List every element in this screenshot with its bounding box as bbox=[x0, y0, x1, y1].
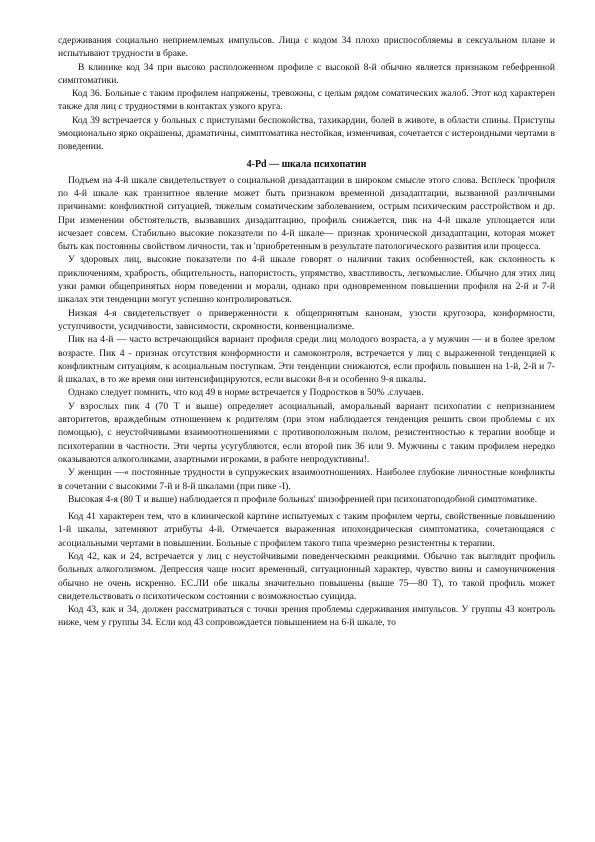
section-heading: 4-Pd — шкала психопатии bbox=[246, 158, 367, 170]
paragraph: Однако следует помнить, что код 49 в норме встречается у Подростков в 50% .случаев. bbox=[68, 387, 424, 399]
document-page bbox=[58, 34, 555, 630]
paragraph: Код 41 характерен тем, что в клинической картине испытуемых с таким профилем черты, свойственные повышению 1-й шкалы, затемняют атрибуты 4-й. Отмечается выраженная ипохондрическая симптоматика, сочетающаяся с асоциальными чертами в повышении. Больные с профилем такого типа чрезмерно резистентны к терапии. bbox=[58, 511, 555, 549]
paragraph: Высокая 4-я (80 Т и выше) наблюдается п профиле больных' шизофренией при психопатоподобной симптоматике. bbox=[68, 493, 538, 505]
paragraph: Код 42, как и 24, встречается у лиц с неустойчивыми поведенческимн реакциями. Обычно так выглядит профиль больных алкоголизмом. Депрессия чаще носит временный, ситуационный характер, чувство вины и самоуничижения обычно не очень искренно. ЕС.ЛИ обе шкалы значительно повышены (выше 75—80 Т), то такой профиль может свидетельствовать о психотическом состоянии с возможностью суицида. bbox=[58, 550, 555, 602]
paragraph: У женщин —« постоянные трудности в супружеских взаимоотношениях. Наиболее глубокие личностные конфликты в сочетании с высокими 7-й и 8-й шкалами (при пике -I). bbox=[58, 467, 555, 492]
paragraph: Код 39 встречается у больных с приступами беспокойства, тахикардии, болей в животе, в области спины. Приступы эмоционально ярко окрашены, драматичны, симптоматика нестойкая, изменчивая, сочетается с истероидными чертами в поведении. bbox=[58, 114, 555, 153]
paragraph: Подъем на 4-й шкале свидетельствует о социальной дизадаптации в широком смысле этого слова. Всплеск 'профиля по 4-й шкале как транзитное явление может быть признаком временной дизадаптации, вызванной различными причинами: конфликтной ситуацией, тяжелым соматическим заболеванием, острым психическим расстройством и др. При изменении обстоятельств, вызвавших дизадаптацию, профиль снижается, пик на 4-й шкале уплощается или исчезает совсем. Стабильно высокие показатели по 4-й шкале— признак хронической дизадаптации, которая может быть как постоянны свойством личности, так и 'приобретенным в результате патологического развития или процесса. bbox=[58, 174, 555, 253]
paragraph: Низкая 4-я свидетельствует о приверженности к общепринятым канонам, узости кругозора, конформности, уступчивости, усидчивости, зависимости, скромности, конвенциализме. bbox=[58, 307, 555, 332]
paragraph: Код 36. Больные с таким профилем напряжены, тревожны, с целым рядом соматических жалоб. Этот код характерен также для лиц с трудностями в контактах узкого круга. bbox=[58, 88, 555, 113]
paragraph: У здоровых лиц, высокие показатели по 4-й шкале говорят о наличии таких особенностей, как склонность к приключениям, храбрость, общительность, напористость, упрямство, хвастливость, легкомыслие. Обычно для этих лиц узки рамки общепринятых норм поведении и морали, однако при одновременном повышении профиля на 2-й и 7-й шкалах эти тенденции могут успешно контролироваться. bbox=[58, 254, 555, 306]
paragraph: Пик на 4-й — часто встречающийся вариант профиля среди лиц молодого возраста, а у мужчин — и в более зрелом возрасте. Пик 4 - признак отсутствия конформности и самоконтроля, встречается у лиц с выраженной тенденцией к конфликтным ситуациям, к асоциальным поступкам. Эти тенденции снижаются, если профиль повышен на 1-й, 2-й и 7-й шкалах, в то же время они интенсифицируются, если высоки 8-я и особенно 9-я шкалы. bbox=[58, 334, 555, 386]
paragraph: сдерживания социально неприемлемых импульсов. Лица с кодом 34 плохо приспособляемы в сексуальном плане и испытывают трудности в браке. bbox=[58, 35, 555, 60]
paragraph: У взрослых пик 4 (70 Т и выше) определяет асоциальный, аморальный вариант психопатии с непризнанием авторитетов, враждебным отношением к родителям (при этом наблюдается тенденция решить свои проблемы с их помощью), с неустойчивыми взаимоотношениями с противоположным полом, резистентностью к терапии вообще и психотерапии в частности. Эти черты усугубляются, если второй пик 36 или 9. Мужчины с таким профилем нередко оказываются алкоголиками, азартными игроками, в работе непродуктивны!. bbox=[58, 400, 555, 465]
paragraph: Код 43, как и 34, должен рассматриваться с точки зрения проблемы сдерживания импульсов. У группы 43 контроль ниже, чем у группы 34. Если код 43 сопровождается повышением на 6-й шкале, то bbox=[58, 604, 555, 629]
paragraph: В клинике код 34 при высоко расположенном профиле с высокой 8-й обычно является признаком гебефренной симптоматики. bbox=[58, 61, 555, 86]
